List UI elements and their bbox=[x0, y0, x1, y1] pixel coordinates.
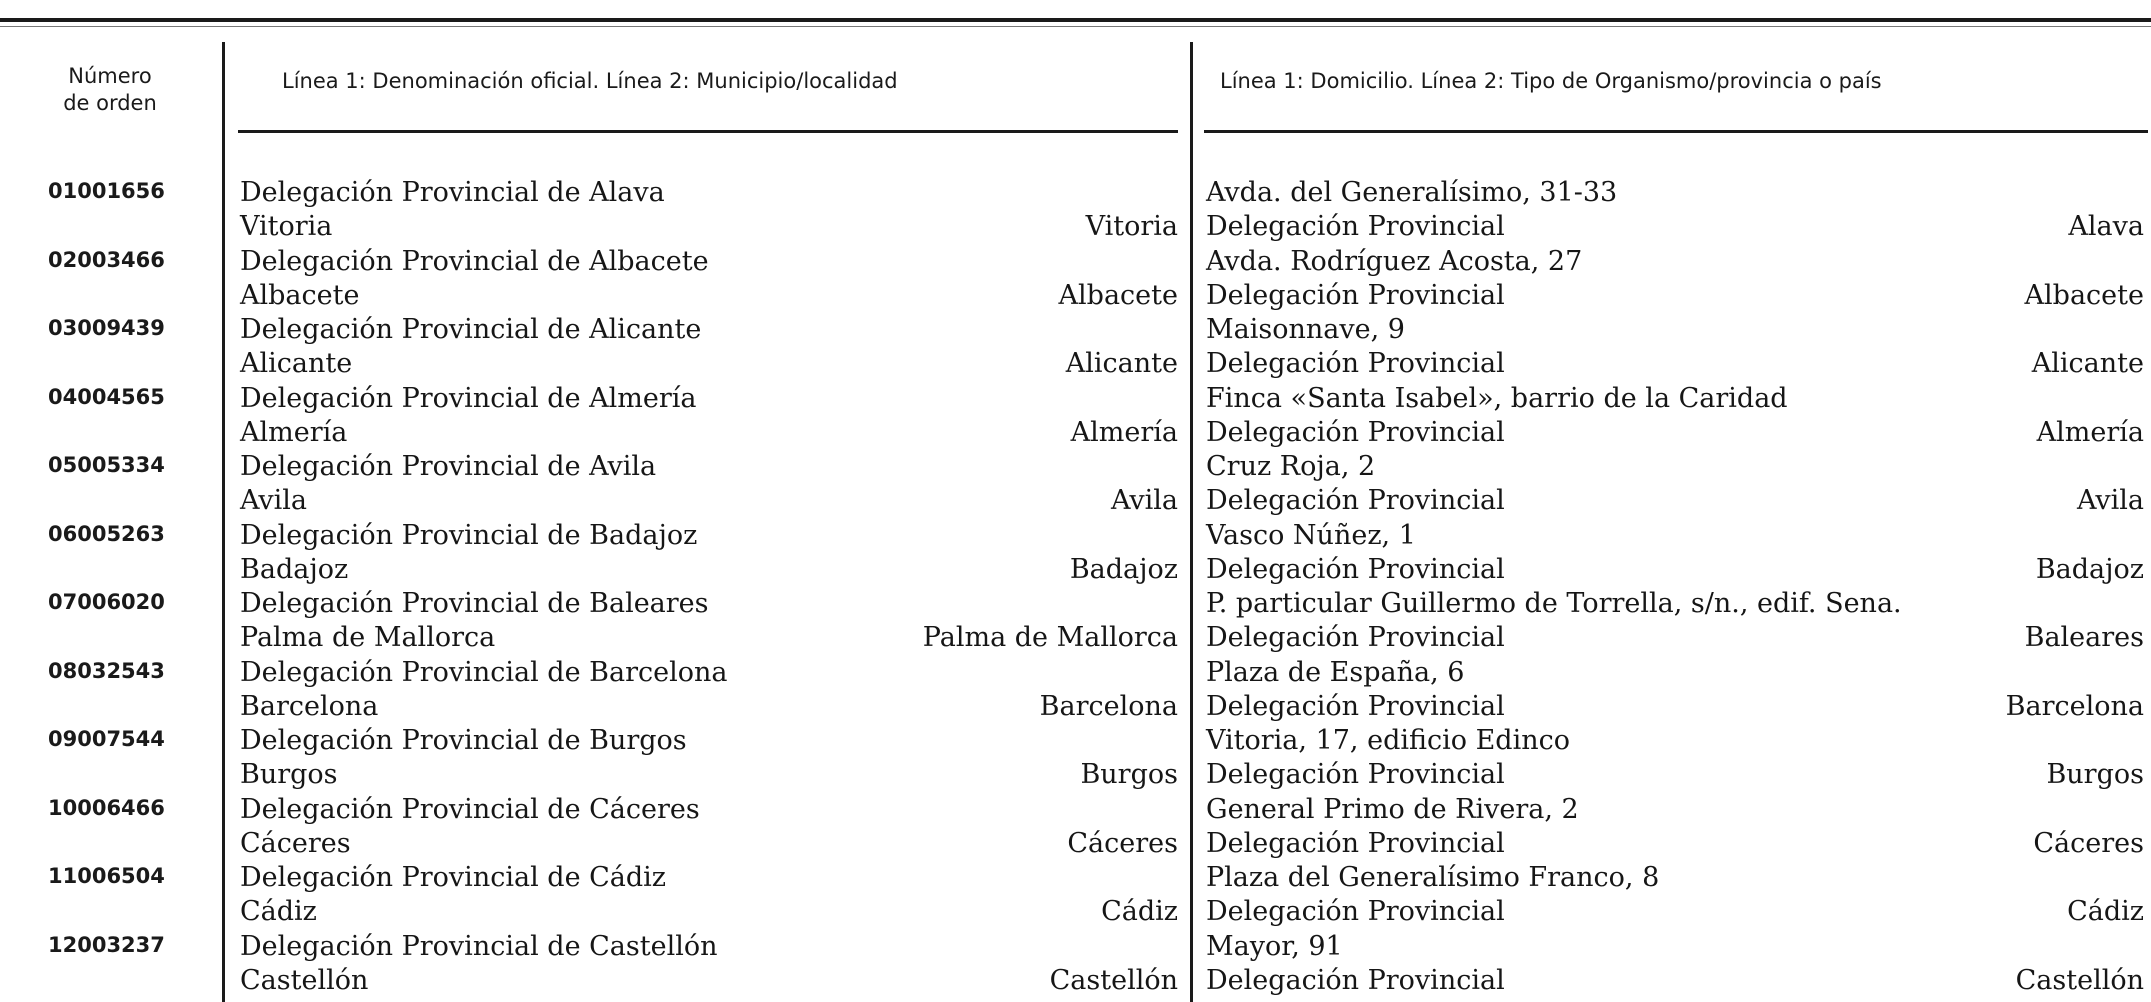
entry-address: Avda. del Generalísimo, 31-33 bbox=[1206, 177, 1618, 208]
entry-type: Delegación Provincial bbox=[1206, 622, 1505, 653]
entry-address: Cruz Roja, 2 bbox=[1206, 451, 1376, 482]
table-row bbox=[0, 793, 2151, 862]
table-row bbox=[0, 587, 2151, 656]
entry-address: Mayor, 91 bbox=[1206, 930, 1343, 962]
entry-municipality: Palma de Mallorca bbox=[240, 622, 496, 653]
table-row bbox=[0, 176, 2151, 245]
table-row bbox=[0, 313, 2151, 382]
entry-address: Avda. Rodríguez Acosta, 27 bbox=[1206, 245, 1583, 277]
entry-municipality: Alicante bbox=[240, 348, 353, 379]
entry-address: Plaza de España, 6 bbox=[1206, 656, 1465, 688]
header-rule-col3 bbox=[1204, 130, 2148, 133]
entry-province: Alava bbox=[2068, 211, 2144, 242]
table-row bbox=[0, 930, 2151, 999]
entry-type: Delegación Provincial bbox=[1206, 759, 1505, 790]
entry-name: Delegación Provincial de Badajoz bbox=[240, 519, 698, 551]
entry-municipality: Vitoria bbox=[240, 211, 333, 242]
entry-province: Cáceres bbox=[2033, 827, 2144, 859]
header-number-line2: de orden bbox=[63, 91, 157, 115]
entry-type: Delegación Provincial bbox=[1206, 690, 1505, 722]
table-row bbox=[0, 861, 2151, 930]
entry-province: Burgos bbox=[2046, 759, 2144, 790]
entry-name: Delegación Provincial de Burgos bbox=[240, 725, 687, 756]
header-number-line1: Número bbox=[68, 64, 152, 88]
entry-province: Baleares bbox=[2024, 622, 2144, 653]
entries-table bbox=[0, 176, 2151, 998]
table-row bbox=[0, 519, 2151, 588]
entry-name: Delegación Provincial de Baleares bbox=[240, 588, 709, 619]
entry-municipality: Barcelona bbox=[240, 690, 379, 722]
entry-name: Delegación Provincial de Cáceres bbox=[240, 793, 700, 825]
entry-number: 02003466 bbox=[48, 247, 165, 272]
entry-province: Barcelona bbox=[2005, 690, 2144, 722]
entry-municipality: Almería bbox=[240, 416, 348, 448]
entry-province: Cádiz bbox=[2067, 896, 2144, 927]
entry-province: Castellón bbox=[2015, 964, 2144, 996]
entry-locality: Burgos bbox=[1080, 759, 1178, 790]
entry-municipality: Burgos bbox=[240, 759, 338, 790]
entry-province: Albacete bbox=[2024, 279, 2144, 311]
entry-municipality: Albacete bbox=[240, 279, 360, 311]
table-row bbox=[0, 724, 2151, 793]
entry-number: 04004565 bbox=[48, 384, 165, 409]
entry-number: 07006020 bbox=[48, 590, 165, 614]
entry-number: 08032543 bbox=[48, 658, 165, 683]
entry-address: Vasco Núñez, 1 bbox=[1206, 519, 1416, 551]
table-row bbox=[0, 450, 2151, 519]
table-row bbox=[0, 656, 2151, 725]
entry-name: Delegación Provincial de Cádiz bbox=[240, 862, 667, 893]
entry-municipality: Cádiz bbox=[240, 896, 317, 927]
entry-locality: Vitoria bbox=[1085, 211, 1178, 242]
entry-name: Delegación Provincial de Almería bbox=[240, 382, 697, 414]
entry-type: Delegación Provincial bbox=[1206, 279, 1505, 311]
entry-type: Delegación Provincial bbox=[1206, 348, 1505, 379]
entry-name: Delegación Provincial de Avila bbox=[240, 451, 657, 482]
entry-number: 12003237 bbox=[48, 932, 165, 957]
entry-name: Delegación Provincial de Castellón bbox=[240, 930, 718, 962]
entry-municipality: Avila bbox=[240, 485, 308, 516]
entry-locality: Palma de Mallorca bbox=[922, 622, 1178, 653]
entry-address: P. particular Guillermo de Torrella, s/n., edif. Sena. bbox=[1206, 588, 1902, 619]
entry-number: 01001656 bbox=[48, 179, 165, 203]
entry-locality: Albacete bbox=[1058, 279, 1178, 311]
entry-number: 06005263 bbox=[48, 521, 165, 546]
entry-province: Alicante bbox=[2031, 348, 2144, 379]
entry-number: 09007544 bbox=[48, 727, 165, 751]
entry-address: Finca «Santa Isabel», barrio de la Caridad bbox=[1206, 382, 1788, 414]
entry-address: Plaza del Generalísimo Franco, 8 bbox=[1206, 862, 1660, 893]
entry-address: Vitoria, 17, edificio Edinco bbox=[1206, 725, 1570, 756]
entry-name: Delegación Provincial de Albacete bbox=[240, 245, 709, 277]
entry-name: Delegación Provincial de Alicante bbox=[240, 314, 702, 345]
entry-locality: Badajoz bbox=[1069, 553, 1178, 585]
entry-type: Delegación Provincial bbox=[1206, 485, 1505, 516]
table-row bbox=[0, 245, 2151, 314]
entry-province: Avila bbox=[2076, 485, 2144, 516]
entry-type: Delegación Provincial bbox=[1206, 827, 1505, 859]
entry-locality: Cáceres bbox=[1067, 827, 1178, 859]
entry-locality: Castellón bbox=[1049, 964, 1178, 996]
entry-number: 03009439 bbox=[48, 316, 165, 340]
entry-locality: Barcelona bbox=[1039, 690, 1178, 722]
header-rule-col2 bbox=[238, 130, 1178, 133]
entry-name: Delegación Provincial de Alava bbox=[240, 177, 665, 208]
entry-number: 11006504 bbox=[48, 864, 165, 888]
entry-name: Delegación Provincial de Barcelona bbox=[240, 656, 728, 688]
entry-type: Delegación Provincial bbox=[1206, 964, 1505, 996]
table-row bbox=[0, 382, 2151, 451]
entry-municipality: Cáceres bbox=[240, 827, 351, 859]
entry-municipality: Castellón bbox=[240, 964, 369, 996]
header-number-column bbox=[30, 63, 190, 117]
entry-type: Delegación Provincial bbox=[1206, 896, 1505, 927]
entry-municipality: Badajoz bbox=[240, 553, 349, 585]
entry-locality: Almería bbox=[1070, 416, 1178, 448]
entry-locality: Alicante bbox=[1065, 348, 1178, 379]
entry-number: 10006466 bbox=[48, 795, 165, 820]
entry-type: Delegación Provincial bbox=[1206, 416, 1505, 448]
header-name-column: Línea 1: Denominación oficial. Línea 2: Municipio/localidad bbox=[282, 69, 898, 93]
top-double-rule bbox=[0, 18, 2151, 22]
entry-type: Delegación Provincial bbox=[1206, 553, 1505, 585]
entry-locality: Avila bbox=[1110, 485, 1178, 516]
entry-province: Badajoz bbox=[2035, 553, 2144, 585]
header-address-column: Línea 1: Domicilio. Línea 2: Tipo de Organismo/provincia o país bbox=[1220, 69, 1882, 93]
entry-address: General Primo de Rivera, 2 bbox=[1206, 793, 1579, 825]
entry-locality: Cádiz bbox=[1101, 896, 1178, 927]
entry-province: Almería bbox=[2036, 416, 2144, 448]
entry-address: Maisonnave, 9 bbox=[1206, 314, 1405, 345]
entry-type: Delegación Provincial bbox=[1206, 211, 1505, 242]
top-thin-rule bbox=[0, 26, 2151, 27]
entry-number: 05005334 bbox=[48, 453, 165, 477]
